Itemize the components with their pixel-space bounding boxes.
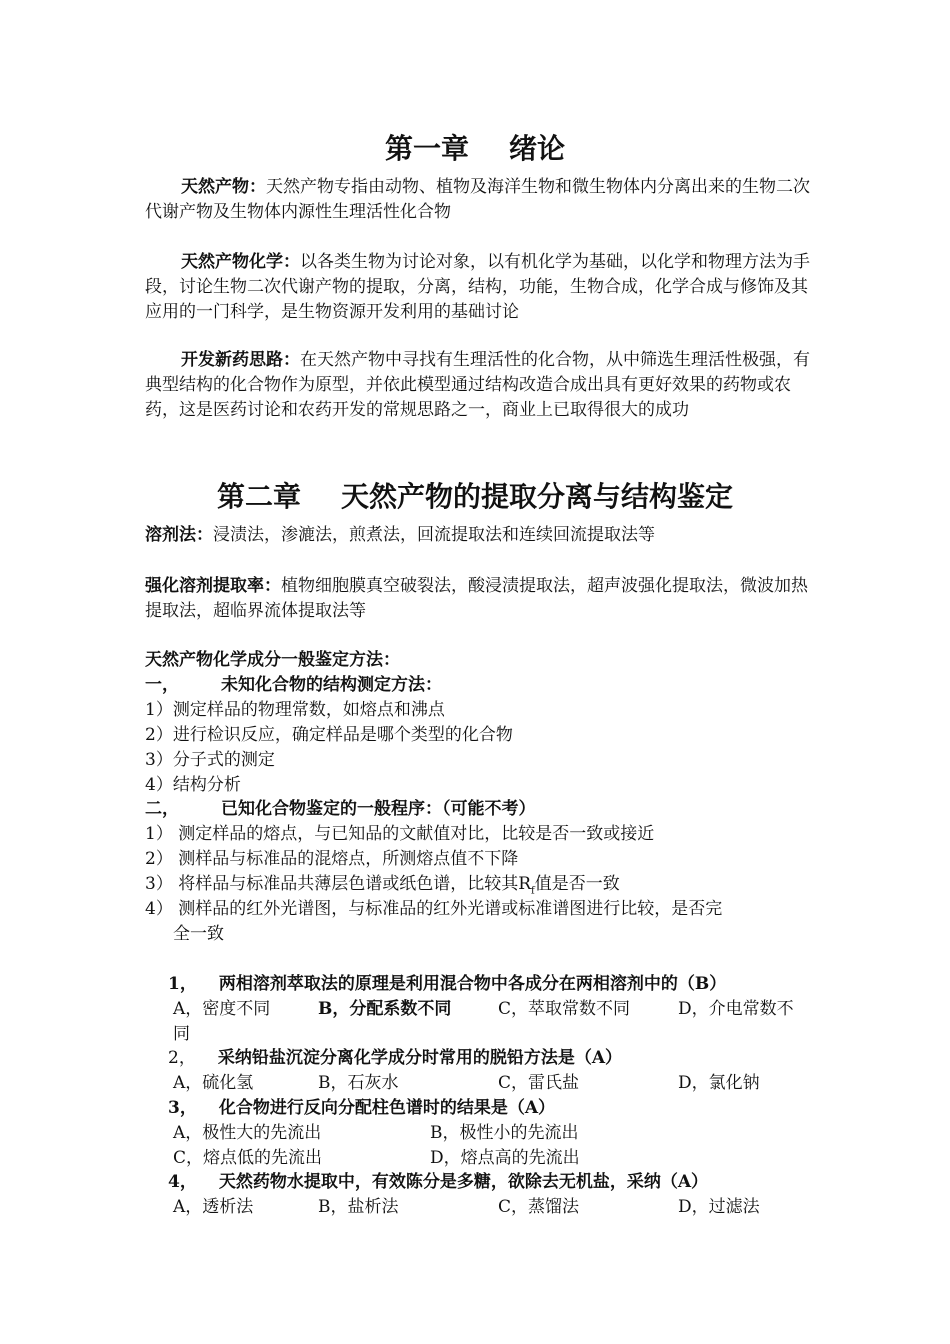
question-number: 4， [168, 1172, 197, 1192]
chapter2-title: 天然产物的提取分离与结构鉴定 [341, 480, 734, 513]
enhanced-extraction [145, 574, 815, 624]
question-number: 3， [168, 1098, 197, 1118]
option-b: B，石灰水 [318, 1073, 399, 1093]
solvent-term: 溶剂法： [145, 525, 213, 545]
definition-natural-product-chemistry [145, 250, 815, 325]
option-d: D，氯化钠 [678, 1073, 760, 1093]
question-3 [168, 1096, 555, 1121]
chapter2-label: 第二章 [216, 480, 301, 513]
list-item: 1） 测定样品的熔点，与已知品的文献值对比，比较是否一致或接近 [145, 824, 655, 844]
chapter1-heading [0, 131, 950, 167]
section2-heading [145, 797, 536, 822]
question-number: 1， [168, 974, 197, 994]
definition-text: 以各类生物为讨论对象，以有机化学为基础，以化学和物理方法为手段，讨论生物二次代谢产物的提取，分离，结构，功能，生物合成，化学合成与修饰及其应用的一门科学，是生物资源开发利用的基础讨论 [145, 252, 810, 322]
section1-title: 未知化合物的结构测定方法： [221, 675, 442, 695]
solvent-text: 浸渍法，渗漉法，煎煮法，回流提取法和连续回流提取法等 [213, 525, 655, 545]
option-c: C，萃取常数不同 [498, 999, 631, 1019]
question-1 [168, 972, 726, 997]
chapter2-heading [0, 478, 950, 516]
list-item: 4） 测样品的红外光谱图，与标准品的红外光谱或标准谱图进行比较，是否完 [145, 899, 723, 919]
list-item: 3）分子式的测定 [145, 750, 275, 770]
option-c: C，蒸馏法 [498, 1197, 580, 1217]
question-text: 天然药物水提取中，有效陈分是多糖，欲除去无机盐，采纳（A） [218, 1172, 709, 1192]
list-item-text: 3） 将样品与标准品共薄层色谱或纸色谱，比较其 [145, 874, 519, 894]
list-item-continuation: 全一致 [173, 924, 224, 944]
option-a: A，极性大的先流出 [173, 1123, 322, 1143]
option-a: A，透析法 [173, 1197, 254, 1217]
definition-text: 在天然产物中寻找有生理活性的化合物，从中筛选生理活性极强，有典型结构的化合物作为原型，并依此模型通过结构改造合成出具有更好效果的药物或农药，这是医药讨论和农药开发的常规思路之一，商业上已取得很大的成功 [145, 350, 810, 420]
solvent-method [145, 523, 815, 548]
enhanced-text: 植物细胞膜真空破裂法，酸浸渍提取法，超声波强化提取法，微波加热提取法，超临界流体提取法等 [145, 576, 808, 621]
option-continuation: 同 [173, 1024, 190, 1044]
option-b: B，盐析法 [318, 1197, 399, 1217]
option-a: A，硫化氢 [173, 1073, 254, 1093]
rf-subscript: f [531, 885, 535, 897]
identification-title: 天然产物化学成分一般鉴定方法： [145, 650, 400, 670]
option-d: D，介电常数不 [678, 999, 794, 1019]
definition-natural-product [145, 175, 815, 225]
definition-term: 开发新药思路： [181, 350, 300, 370]
option-d: D，熔点高的先流出 [430, 1148, 580, 1168]
option-c: C，雷氏盐 [498, 1073, 580, 1093]
list-item: 2） 测样品与标准品的混熔点，所测熔点值不下降 [145, 849, 519, 869]
list-item: 2）进行检识反应，确定样品是哪个类型的化合物 [145, 725, 513, 745]
definition-term: 天然产物化学： [181, 252, 300, 272]
chapter1-title: 绪论 [509, 132, 566, 165]
list-item: 1）测定样品的物理常数，如熔点和沸点 [145, 700, 445, 720]
option-b: B，极性小的先流出 [430, 1123, 579, 1143]
option-d: D，过滤法 [678, 1197, 760, 1217]
section2-title: 已知化合物鉴定的一般程序：（可能不考） [221, 799, 536, 819]
definition-term: 天然产物： [181, 177, 266, 197]
section1-heading [145, 673, 442, 698]
option-b: B，分配系数不同 [318, 999, 452, 1019]
question-4 [168, 1170, 708, 1195]
list-item-text: 值是否一致 [534, 874, 620, 894]
section1-number: 一， [145, 675, 179, 695]
question-number: 2， [168, 1048, 196, 1068]
question-text: 采纳铅盐沉淀分离化学成分时常用的脱铅方法是（A） [217, 1048, 623, 1068]
question-text: 化合物进行反向分配柱色谱时的结果是（A） [218, 1098, 556, 1118]
chapter1-label: 第一章 [384, 132, 469, 165]
rf-symbol: R [518, 874, 532, 894]
option-c: C，熔点低的先流出 [173, 1148, 323, 1168]
option-a: A，密度不同 [173, 999, 271, 1019]
definition-drug-development [145, 348, 815, 423]
section2-number: 二， [145, 799, 179, 819]
definition-text: 天然产物专指由动物、植物及海洋生物和微生物体内分离出来的生物二次代谢产物及生物体内源性生理活性化合物 [145, 177, 810, 222]
enhanced-term: 强化溶剂提取率： [145, 576, 281, 596]
list-item: 4）结构分析 [145, 775, 241, 795]
question-text: 两相溶剂萃取法的原理是利用混合物中各成分在两相溶剂中的（B） [218, 974, 727, 994]
question-2 [168, 1046, 622, 1071]
